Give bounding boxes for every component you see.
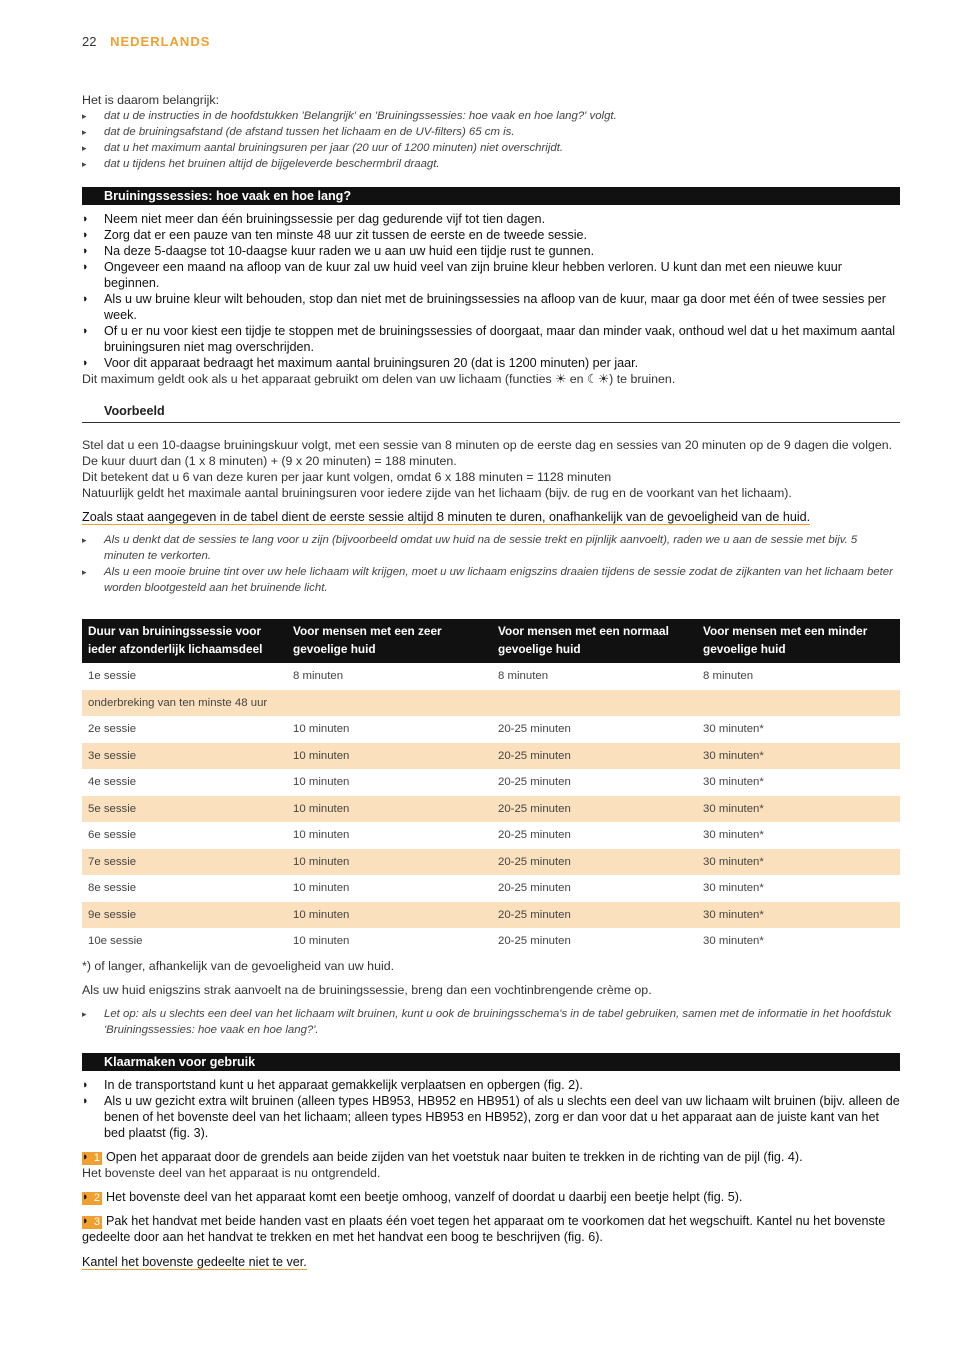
table-cell: 5e sessie <box>82 796 287 823</box>
table-row <box>82 928 900 955</box>
table-cell: 10 minuten <box>287 902 492 929</box>
table-cell: 20-25 minuten <box>492 796 697 823</box>
bullet-item: ◗ Zorg dat er een pauze van ten minste 48 uur zit tussen de eerste en de tweede sessie. <box>82 227 900 243</box>
table-header: Voor mensen met een minder gevoelige huid <box>697 619 900 663</box>
max-note: Dit maximum geldt ook als u het apparaat gebruikt om delen van uw lichaam (functies ☀ en ☾☀) te bruinen. <box>82 372 676 386</box>
table-cell: 30 minuten* <box>697 743 900 770</box>
step-text: Open het apparaat door de grendels aan beide zijden van het voetstuk naar buiten te trekken in de richting van de pijl (fig. 4). <box>106 1150 803 1164</box>
example-line: Stel dat u een 10-daagse bruiningskuur volgt, met een sessie van 8 minuten op de eerste dag en sessies van 20 minuten op de 9 dagen die volgen. <box>82 438 893 452</box>
table-row <box>82 663 900 690</box>
table-header: Voor mensen met een normaal gevoelige huid <box>492 619 697 663</box>
tip-item: ▸ Als u een mooie bruine tint over uw hele lichaam wilt krijgen, moet u uw lichaam enigszins draaien tijdens de sessie zodat de zijkanten van het lichaam beter worden blootgesteld aan het bruinende licht. <box>82 564 900 596</box>
table-row <box>82 690 900 717</box>
table-cell: 6e sessie <box>88 829 137 842</box>
bullet-item: ◗ In de transportstand kunt u het apparaat gemakkelijk verplaatsen en opbergen (fig. 2). <box>82 1077 900 1093</box>
step-number: 1 <box>82 1152 102 1165</box>
after-table <box>82 958 900 1038</box>
tip-item: ▸ Als u denkt dat de sessies te lang voor u zijn (bijvoorbeeld omdat uw huid na de sessie trekt en pijnlijk aanvoelt), raden we u aan de sessie met bijv. 5 minuten te verkorten. <box>82 532 900 564</box>
table-cell: 7e sessie <box>82 849 287 876</box>
example-line: Dit betekent dat u 6 van deze kuren per jaar kunt volgen, omdat 6 x 188 minuten = 1128 minuten <box>82 470 612 484</box>
bullet-item: ◗ Voor dit apparaat bedraagt het maximum aantal bruiningsuren 20 (dat is 1200 minuten) per jaar. <box>82 355 900 371</box>
table-cell: 10 minuten <box>293 723 350 736</box>
table-cell: 10 minuten <box>287 743 492 770</box>
section-example <box>82 404 900 596</box>
table-cell: 20-25 minuten <box>498 882 571 895</box>
table-row <box>82 743 900 770</box>
table-cell: onderbreking van ten minste 48 uur <box>82 690 900 717</box>
table-cell: 30 minuten* <box>703 776 764 789</box>
table-cell: 30 minuten* <box>703 882 764 895</box>
table-cell: 30 minuten* <box>697 796 900 823</box>
table-header: Duur van bruiningssessie voor ieder afzonderlijk lichaamsdeel <box>82 619 287 663</box>
language-title: NEDERLANDS <box>110 34 211 49</box>
bullet-item: ◗ Ongeveer een maand na afloop van de kuur zal uw huid veel van zijn bruine kleur hebben verloren. U kunt dan met een nieuwe kuur beginnen. <box>82 259 900 291</box>
bullet-item: ◗ Na deze 5-daagse tot 10-daagse kuur raden we u aan uw huid een tijdje rust te gunnen. <box>82 243 900 259</box>
step-result: Het bovenste deel van het apparaat is nu ontgrendeld. <box>82 1166 381 1180</box>
intro-item: ▸ dat u de instructies in de hoofdstukken 'Belangrijk' en 'Bruiningssessies: hoe vaak en hoe lang?' volgt. <box>82 108 900 124</box>
table-cell: 30 minuten* <box>703 935 764 948</box>
intro-block <box>82 92 900 172</box>
bullet-item: ◗ Als u uw bruine kleur wilt behouden, stop dan niet met de bruiningssessies na afloop van de kuur, maar ga door met één of twee sessies per week. <box>82 291 900 323</box>
step-1 <box>82 1149 900 1165</box>
table-header: Voor mensen met een zeer gevoelige huid <box>287 619 492 663</box>
table-row <box>82 769 900 796</box>
table-cell: 30 minuten* <box>703 829 764 842</box>
table-cell: 10 minuten <box>293 882 350 895</box>
table-cell: 20-25 minuten <box>498 723 571 736</box>
table-cell: 10 minuten <box>293 776 350 789</box>
table-cell: 8 minuten <box>293 670 344 683</box>
table-cell: 30 minuten* <box>697 902 900 929</box>
step-2 <box>82 1189 900 1205</box>
step-number: 2 <box>82 1192 102 1205</box>
table-cell: 2e sessie <box>88 723 137 736</box>
step-text: Pak het handvat met beide handen vast en plaats één voet tegen het apparaat om te voorkomen dat het wegschuift. Kantel nu het bovenste gedeelte door aan het handvat te trekken en met het handvat een boog te beschrijven (fig. 6). <box>82 1214 886 1244</box>
session-table <box>82 619 900 955</box>
table-cell: 30 minuten* <box>697 849 900 876</box>
section-title: Bruiningssessies: hoe vaak en hoe lang? <box>82 187 900 205</box>
tip-item: ▸ Let op: als u slechts een deel van het lichaam wilt bruinen, kunt u ook de bruiningsschema's in de tabel gebruiken, samen met de informatie in het hoofdstuk 'Bruiningssessies: hoe vaak en hoe lang?'. <box>82 1006 900 1038</box>
step-text: Het bovenste deel van het apparaat komt een beetje omhoog, vanzelf of doordat u daarbij een beetje helpt (fig. 5). <box>106 1190 743 1204</box>
table-row <box>82 822 900 849</box>
bullet-item: ◗ Als u uw gezicht extra wilt bruinen (alleen types HB953, HB952 en HB951) of als u slechts een deel van uw lichaam wilt bruinen (bijv. alleen de benen of het bovenste deel van het lichaam; alleen types HB953 en HB952), zorg er dan voor dat u het apparaat aan de juiste kant van het bed plaatst (fig. 3). <box>82 1093 900 1141</box>
table-row <box>82 796 900 823</box>
table-cell: 10 minuten <box>287 796 492 823</box>
table-row <box>82 716 900 743</box>
table-cell: 1e sessie <box>88 670 137 683</box>
cream-note: Als uw huid enigszins strak aanvoelt na de bruiningssessie, breng dan een vochtinbrengende crème op. <box>82 983 652 997</box>
table-cell: 30 minuten* <box>703 723 764 736</box>
example-line: Natuurlijk geldt het maximale aantal bruiningsuren voor iedere zijde van het lichaam (bijv. de rug en de voorkant van het lichaam). <box>82 486 792 500</box>
first-session-notice: Zoals staat aangegeven in de tabel dient de eerste sessie altijd 8 minuten te duren, onafhankelijk van de gevoeligheid van de huid. <box>82 510 811 524</box>
table-row <box>82 902 900 929</box>
example-line: De kuur duurt dan (1 x 8 minuten) + (9 x 20 minuten) = 188 minuten. <box>82 454 457 468</box>
section-title: Klaarmaken voor gebruik <box>82 1053 900 1071</box>
section-preparation <box>82 1053 900 1271</box>
table-cell: 10 minuten <box>287 849 492 876</box>
table-cell: 9e sessie <box>82 902 287 929</box>
table-cell: 20-25 minuten <box>492 743 697 770</box>
table-cell: 20-25 minuten <box>492 849 697 876</box>
footnote: *) of langer, afhankelijk van de gevoeligheid van uw huid. <box>82 959 395 973</box>
example-title: Voorbeeld <box>82 404 900 423</box>
intro-lead: Het is daarom belangrijk: <box>82 93 220 107</box>
table-cell: 8 minuten <box>703 670 754 683</box>
page-header <box>82 34 210 49</box>
table-cell: 20-25 minuten <box>498 776 571 789</box>
table-row <box>82 849 900 876</box>
table-cell: 8 minuten <box>498 670 549 683</box>
page-number: 22 <box>82 34 97 49</box>
step-3 <box>82 1213 900 1245</box>
table-cell: 20-25 minuten <box>498 829 571 842</box>
table-cell: 8e sessie <box>88 882 137 895</box>
table-cell: 10e sessie <box>88 935 143 948</box>
table-cell: 20-25 minuten <box>498 935 571 948</box>
tilt-warning: Kantel het bovenste gedeelte niet te ver. <box>82 1255 307 1269</box>
bullet-item: ◗ Neem niet meer dan één bruiningssessie per dag gedurende vijf tot tien dagen. <box>82 211 900 227</box>
section-sessions <box>82 187 900 387</box>
step-number: 3 <box>82 1216 102 1229</box>
intro-item: ▸ dat de bruiningsafstand (de afstand tussen het lichaam en de UV-filters) 65 cm is. <box>82 124 900 140</box>
bullet-item: ◗ Of u er nu voor kiest een tijdje te stoppen met de bruiningssessies of doorgaat, maar dan minder vaak, onthoud wel dat u het maximum aantal bruiningsuren niet mag overschrijden. <box>82 323 900 355</box>
table-cell: 4e sessie <box>88 776 137 789</box>
intro-item: ▸ dat u het maximum aantal bruiningsuren per jaar (20 uur of 1200 minuten) niet overschrijdt. <box>82 140 900 156</box>
table-row <box>82 875 900 902</box>
table-cell: 20-25 minuten <box>492 902 697 929</box>
table-cell: 10 minuten <box>293 935 350 948</box>
table-cell: 3e sessie <box>82 743 287 770</box>
table-cell: 10 minuten <box>293 829 350 842</box>
intro-item: ▸ dat u tijdens het bruinen altijd de bijgeleverde beschermbril draagt. <box>82 156 900 172</box>
